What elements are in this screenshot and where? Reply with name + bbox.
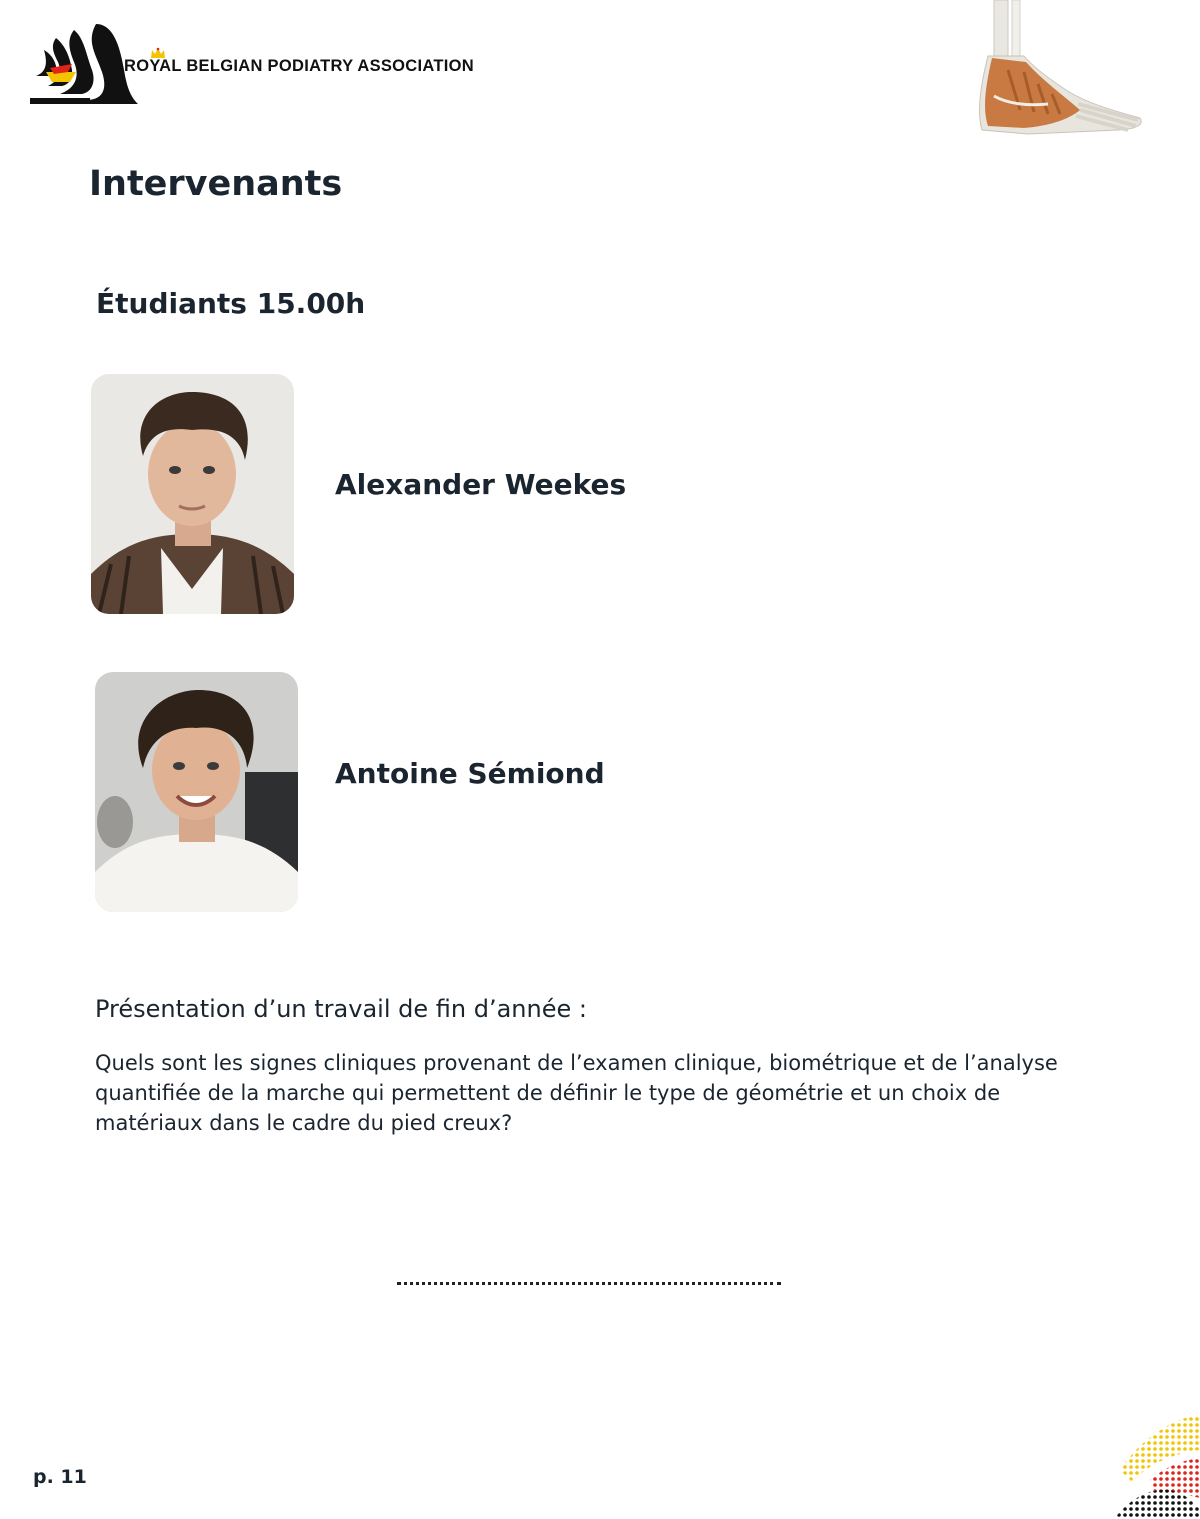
foot-anatomy-icon <box>968 0 1153 140</box>
organization-name: ROYAL BELGIAN PODIATRY ASSOCIATION <box>124 57 475 75</box>
divider <box>397 1282 781 1285</box>
presentation-description: Quels sont les signes cliniques provenant de l’examen clinique, biométrique et de l’analyse quantifiée de la marche qui permettent de définir le type de géométrie et un choix de matériaux dans le cadre du pied creux? <box>95 1051 1058 1135</box>
presentation-heading: Présentation d’un travail de fin d’année : <box>95 995 587 1023</box>
decorative-dots-icon <box>1110 1410 1200 1519</box>
speaker-name: Alexander Weekes <box>335 468 627 501</box>
speaker-photo <box>91 374 294 614</box>
page-number: p. 11 <box>33 1466 87 1488</box>
speaker-name: Antoine Sémiond <box>335 757 605 790</box>
session-title: Étudiants 15.00h <box>96 287 366 320</box>
page-title: Intervenants <box>89 164 343 204</box>
rbpa-logo-icon <box>26 20 140 108</box>
speaker-photo <box>95 672 298 912</box>
